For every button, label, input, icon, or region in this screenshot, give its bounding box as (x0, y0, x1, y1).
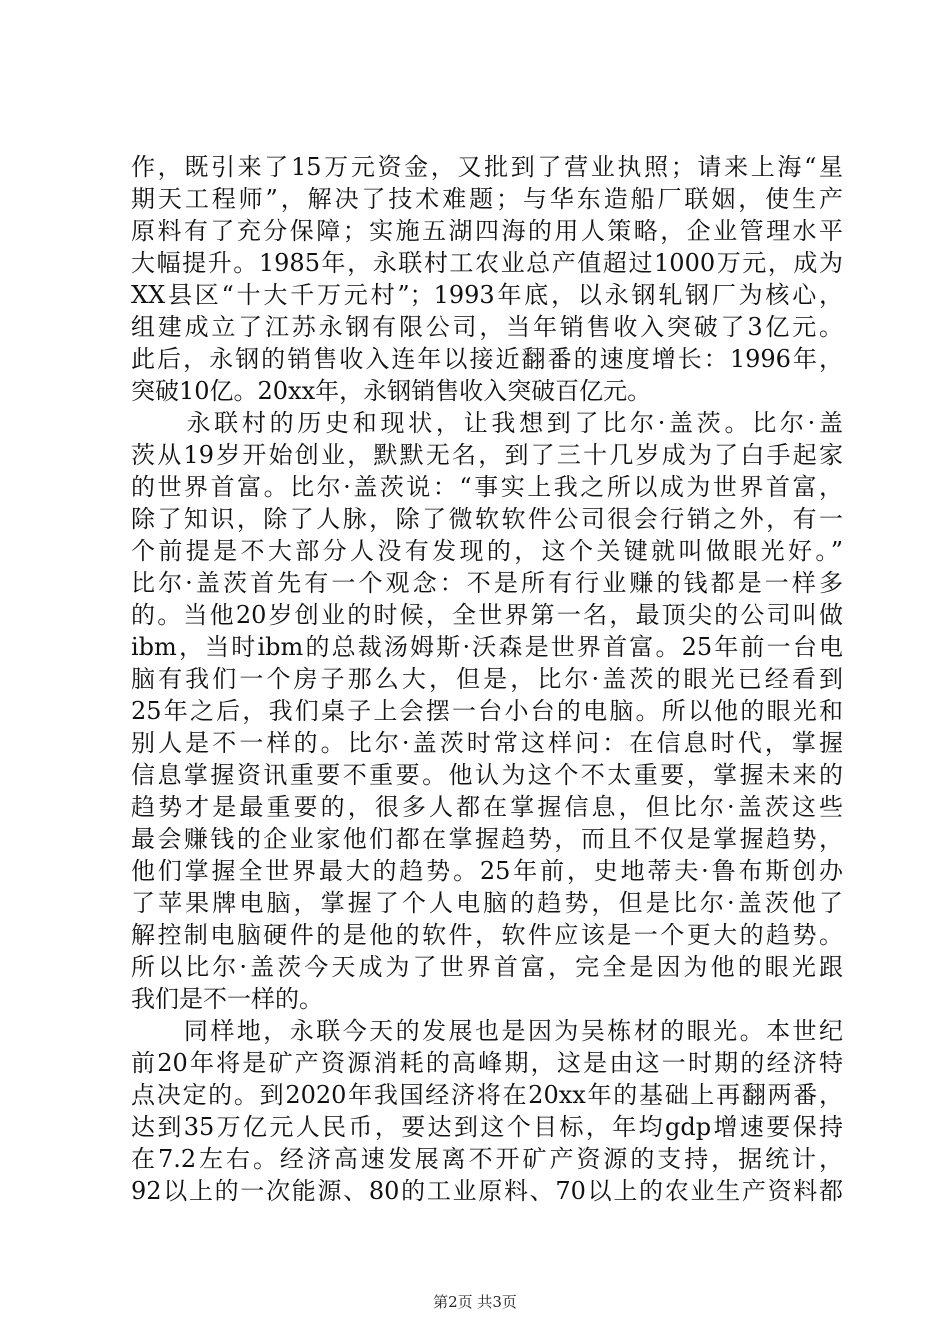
text-line: 脑有我们一个房子那么大，但是，比尔·盖茨的眼光已经看到 (131, 665, 843, 693)
text-line: 此后，永钢的销售收入连年以接近翻番的速度增长：1996年， (131, 345, 843, 373)
text-line: 最会赚钱的企业家他们都在掌握趋势，而且不仅是掌握趋势， (131, 825, 843, 853)
page-footer: 第2页 共3页 (433, 1293, 517, 1311)
text-line: 原料有了充分保障；实施五湖四海的用人策略，企业管理水平 (131, 217, 843, 245)
text-line: 比尔·盖茨首先有一个观念：不是所有行业赚的钱都是一样多 (131, 569, 843, 597)
text-line: ibm，当时ibm的总裁汤姆斯·沃森是世界首富。25年前一台电 (131, 633, 843, 661)
text-line: 点决定的。到2020年我国经济将在20xx年的基础上再翻两番， (131, 1081, 843, 1109)
text-line: 作，既引来了15万元资金，又批到了营业执照；请来上海“星 (131, 153, 843, 181)
text-line: 信息掌握资讯重要不重要。他认为这个不太重要，掌握未来的 (131, 761, 843, 789)
text-line: 前20年将是矿产资源消耗的高峰期，这是由这一时期的经济特 (131, 1049, 843, 1077)
text-line: 的世界首富。比尔·盖茨说：“事实上我之所以成为世界首富， (131, 473, 843, 501)
text-line: 永联村的历史和现状，让我想到了比尔·盖茨。比尔·盖 (131, 409, 843, 437)
text-line: 茨从19岁开始创业，默默无名，到了三十几岁成为了白手起家 (131, 441, 843, 469)
body-text (131, 151, 843, 1207)
text-line: 大幅提升。1985年，永联村工农业总产值超过1000万元，成为 (131, 249, 843, 277)
text-line: 趋势才是最重要的，很多人都在掌握信息，但比尔·盖茨这些 (131, 793, 843, 821)
text-line: 别人是不一样的。比尔·盖茨时常这样问：在信息时代，掌握 (131, 729, 843, 757)
text-line: 达到35万亿元人民币，要达到这个目标，年均gdp增速要保持 (131, 1113, 843, 1141)
text-line: 的。当他20岁创业的时候，全世界第一名，最顶尖的公司叫做 (131, 601, 843, 629)
text-line: 同样地，永联今天的发展也是因为吴栋材的眼光。本世纪 (131, 1017, 843, 1045)
text-line: 组建成立了江苏永钢有限公司，当年销售收入突破了3亿元。 (131, 313, 843, 341)
text-line: 个前提是不大部分人没有发现的，这个关键就叫做眼光好。” (131, 537, 843, 565)
text-line: 除了知识，除了人脉，除了微软软件公司很会行销之外，有一 (131, 505, 843, 533)
text-line: 25年之后，我们桌子上会摆一台小台的电脑。所以他的眼光和 (131, 697, 843, 725)
text-line: 突破10亿。20xx年，永钢销售收入突破百亿元。 (131, 377, 652, 405)
text-line: 在7.2左右。经济高速发展离不开矿产资源的支持，据统计， (131, 1145, 843, 1173)
text-line: 92以上的一次能源、80的工业原料、70以上的农业生产资料都 (131, 1177, 843, 1205)
text-line: 所以比尔·盖茨今天成为了世界首富，完全是因为他的眼光跟 (131, 953, 843, 981)
text-line: 我们是不一样的。 (131, 985, 323, 1013)
text-line: 了苹果牌电脑，掌握了个人电脑的趋势，但是比尔·盖茨他了 (131, 889, 843, 917)
text-line: XX县区“十大千万元村”；1993年底，以永钢轧钢厂为核心， (131, 281, 843, 309)
text-line: 他们掌握全世界最大的趋势。25年前，史地蒂夫·鲁布斯创办 (131, 857, 843, 885)
text-line: 解控制电脑硬件的是他的软件，软件应该是一个更大的趋势。 (131, 921, 843, 949)
text-line: 期天工程师”，解决了技术难题；与华东造船厂联姻，使生产 (131, 185, 843, 213)
